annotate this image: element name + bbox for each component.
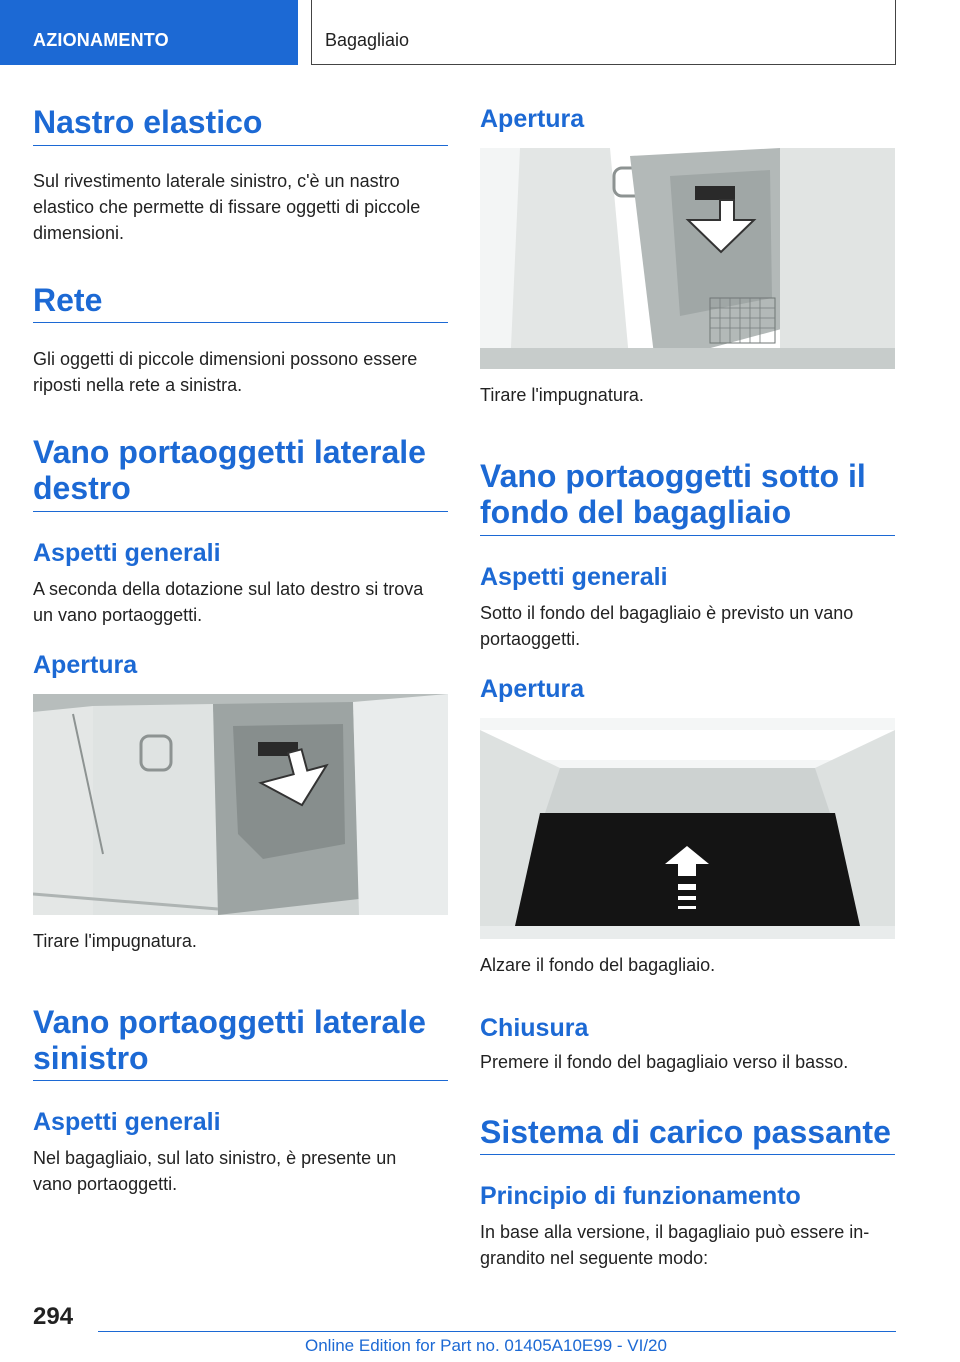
heading-vano-fondo-line1: Vano portaoggetti sotto il [480,458,866,494]
paragraph-principio-1: In base alla versione, il bagagliaio può essere in- [480,1222,870,1242]
subheading-apertura: Apertura [480,105,585,133]
paragraph-aspetti-2: un vano portaoggetti. [33,605,203,625]
heading-vano-sinistro-line1: Vano portaoggetti laterale [33,1004,426,1040]
heading-vano-destro-line1: Vano portaoggetti laterale [33,434,426,470]
footer-rule [98,1331,896,1332]
heading-rule [33,145,448,146]
paragraph-aspetti-sx-2: vano portaoggetti. [33,1174,178,1194]
paragraph-nastro-1: Sul rivestimento laterale sinistro, c'è un nastro [33,171,400,191]
paragraph-aspetti-1: A seconda della dotazione sul lato destro si trova [33,579,424,599]
paragraph-chiusura: Premere il fondo del bagagliaio verso il basso. [480,1052,849,1072]
paragraph-nastro-3: dimensioni. [33,223,125,243]
heading-rete: Rete [33,282,103,318]
heading-vano-fondo-line2: fondo del bagagliaio [480,494,792,530]
image-caption: Tirare l'impugnatura. [33,931,197,951]
section-tab [0,0,298,65]
edition-note: Online Edition for Part no. 01405A10E99 - VI/20 [305,1336,667,1355]
heading-vano-destro-line2: destro [33,470,131,506]
chapter-box [311,0,896,65]
heading-rule [480,1154,895,1155]
chapter-label: Bagagliaio [325,30,410,50]
paragraph-rete-2: riposti nella rete a sinistra. [33,375,243,395]
image-caption: Tirare l'impugnatura. [480,385,644,405]
heading-sistema-carico: Sistema di carico passante [480,1114,891,1150]
right-compartment-image [33,694,448,915]
paragraph-nastro-2: elastico che permette di fissare oggetti di piccole [33,197,421,217]
heading-vano-sinistro-line2: sinistro [33,1040,149,1076]
subheading-aspetti-generali: Aspetti generali [480,563,668,591]
subheading-apertura: Apertura [480,675,585,703]
heading-rule [33,511,448,512]
image-caption: Alzare il fondo del bagagliaio. [480,955,716,975]
paragraph-fondo-1: Sotto il fondo del bagagliaio è previsto un vano [480,603,854,623]
paragraph-principio-2: grandito nel seguente modo: [480,1248,709,1268]
heading-rule [33,322,448,323]
paragraph-rete-1: Gli oggetti di piccole dimensioni possono essere [33,349,418,369]
heading-rule [33,1080,448,1081]
subheading-aspetti-generali: Aspetti generali [33,1108,221,1136]
section-label: AZIONAMENTO [33,30,169,50]
subheading-principio: Principio di funzionamento [480,1182,801,1210]
subheading-chiusura: Chiusura [480,1014,589,1042]
page-number: 294 [33,1303,74,1330]
subheading-apertura: Apertura [33,651,138,679]
paragraph-aspetti-sx-1: Nel bagagliaio, sul lato sinistro, è presente un [33,1148,397,1168]
paragraph-fondo-2: portaoggetti. [480,629,581,649]
trunk-floor-image [480,718,895,939]
heading-nastro-elastico: Nastro elastico [33,104,263,140]
subheading-aspetti-generali: Aspetti generali [33,539,221,567]
left-compartment-image [480,148,895,369]
heading-rule [480,535,895,536]
